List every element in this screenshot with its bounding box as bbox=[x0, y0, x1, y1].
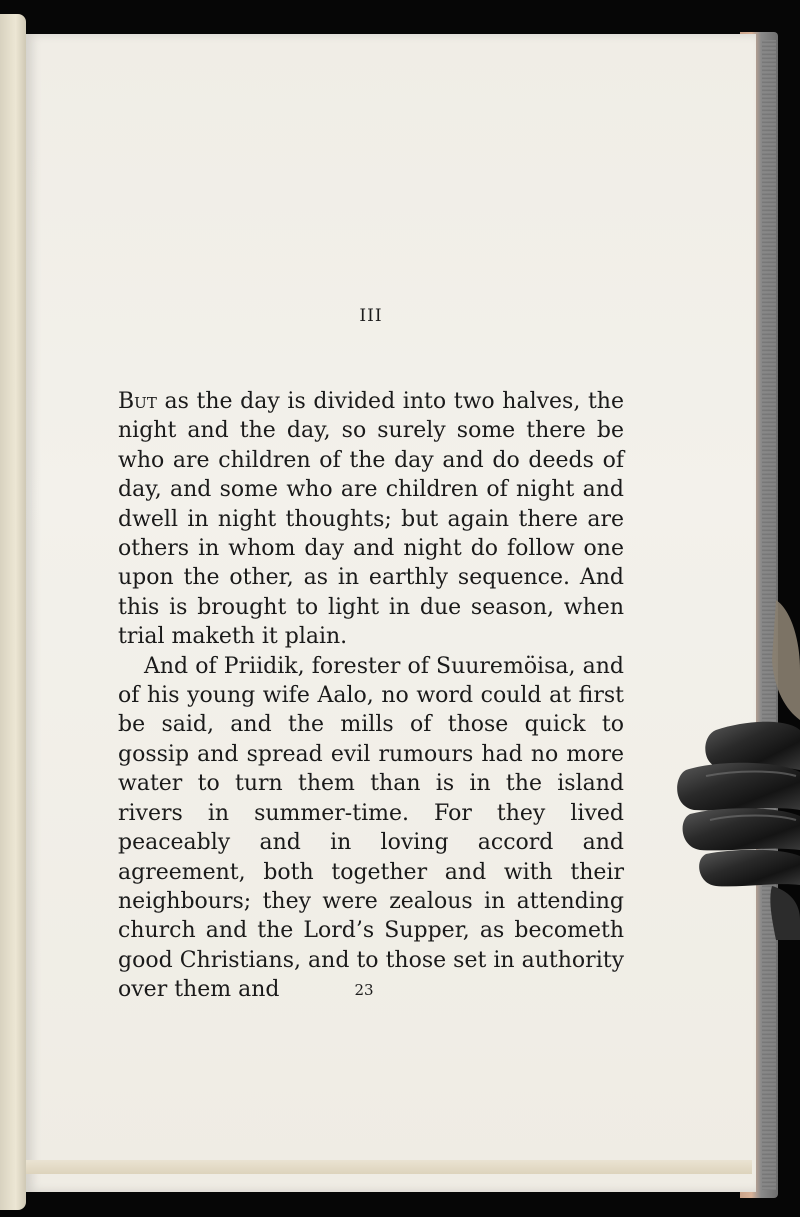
opening-smallcaps: But bbox=[118, 389, 157, 414]
paragraph-2: And of Priidik, forester of Suuremöisa, and of his young wife Aalo, no word could at first be said, and the mills of those quick to gossip and spread evil rumours had no more water to turn them than is in the island rivers in summer-time. For they lived peaceably and in loving accord and agreement, both together and with their neighbours; they were zealous in attending church and the Lord’s Supper, as becometh good Christians, and to those set in authority over them and bbox=[118, 653, 624, 1003]
metal-hand-bookmark bbox=[676, 600, 800, 940]
paragraph-1 bbox=[118, 387, 624, 652]
body-text bbox=[118, 387, 624, 1005]
paragraph-1-text: as the day is divided into two halves, the night and the day, so surely some there be who are children of the day and do deeds of day, and some who are children of night and dwell in night thoughts; but again there are others in whom day and night do follow one upon the other, as in earthly sequence. And this is brought to light in due season, when trial maketh it plain. bbox=[118, 389, 624, 650]
chapter-heading: III bbox=[359, 306, 383, 326]
page-number: 23 bbox=[354, 981, 374, 999]
page-bottom-edge bbox=[26, 1160, 752, 1174]
book-page bbox=[26, 34, 756, 1192]
facing-page-edge bbox=[0, 14, 26, 1210]
